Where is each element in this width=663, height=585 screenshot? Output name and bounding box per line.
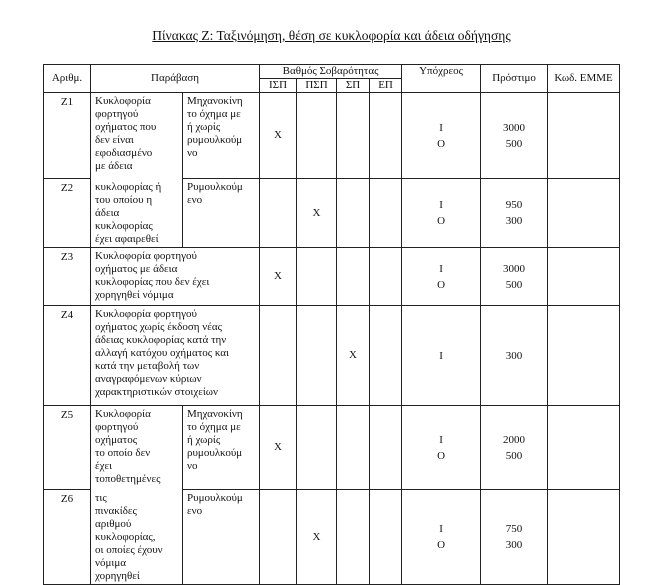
rows.4.sub_lines-line: ή χωρίς: [187, 434, 221, 446]
severity-sp: [337, 490, 370, 585]
rows.2.desc_lines-line: κυκλοφορίας που δεν έχει: [95, 276, 210, 288]
obliged-party: [402, 93, 481, 179]
emme-code: [548, 306, 620, 406]
rows.0.desc_lines-line: φορτηγού: [95, 108, 139, 120]
rows.3.fine-line: 300: [505, 349, 523, 362]
rows.0.sub_lines-line: ρυμουλκούμ: [187, 134, 243, 146]
header-sev-ep: ΕΠ: [370, 79, 402, 93]
severity-isp: [260, 306, 297, 406]
severity-psp: X: [297, 490, 337, 585]
rows.4.desc_lines-line: οχήματος: [95, 434, 138, 446]
rows.5.desc_lines-line: νόμιμα: [95, 556, 126, 569]
rows.1.desc_lines-line: κυκλοφορίας: [95, 219, 153, 232]
rows.4.desc_lines-line: Κυκλοφορία: [95, 408, 151, 420]
rows.4.fine-line: 2000: [503, 433, 526, 446]
rows.1.desc_lines-line: κυκλοφορίας ή: [95, 180, 162, 193]
rows.3.desc_lines-line: αναγραφόμενων κύριων: [95, 373, 202, 385]
rows.2.desc_lines-line: οχήματος με άδεια: [95, 263, 178, 275]
rows.4.desc_lines-line: τοποθετημένες: [95, 473, 161, 485]
row-number: Ζ5: [44, 406, 91, 490]
rows.4.obliged-line: Ι: [439, 433, 443, 446]
table-row: [44, 248, 620, 306]
rows.1.desc_lines-line: άδεια: [95, 206, 120, 219]
rows.5.obliged-line: Ι: [439, 523, 443, 535]
violations-table: [43, 64, 620, 585]
rows.5.desc_lines-line: χορηγηθεί: [95, 569, 140, 582]
violation-description: [91, 406, 183, 490]
rows.1.obliged-line: Ο: [437, 215, 446, 227]
rows.5.desc_lines-line: αριθμού: [95, 517, 132, 530]
table-row: [44, 306, 620, 406]
violation-description: [91, 179, 183, 248]
rows.5.desc_lines-line: οι οποίες έχουν: [95, 543, 163, 556]
header-obliged: Υπόχρεος: [402, 65, 481, 79]
rows.0.desc_lines-line: δεν είναι: [95, 134, 134, 146]
rows.5.sub_lines-line: Ρυμουλκούμ: [187, 492, 243, 504]
severity-psp: [297, 93, 337, 179]
rows.5.obliged-line: Ο: [437, 539, 446, 551]
rows.5.desc_lines-line: κυκλοφορίας,: [95, 530, 156, 543]
severity-ep: [370, 406, 402, 490]
severity-sp: [337, 93, 370, 179]
header-severity: Βαθμός Σοβαρότητας: [260, 65, 402, 79]
rows.5.fine-line: 750: [505, 523, 523, 535]
rows.0.sub_lines-line: ή χωρίς: [187, 121, 221, 133]
obliged-party: [402, 179, 481, 248]
vehicle-type: [183, 490, 260, 585]
rows.4.desc_lines-line: φορτηγού: [95, 421, 139, 433]
rows.4.desc_lines-line: το οποίο δεν: [95, 447, 151, 459]
severity-isp: [260, 179, 297, 248]
rows.5.desc_lines-line: πινακίδες: [95, 504, 137, 517]
table-row: [44, 179, 620, 248]
rows.4.sub_lines-line: Μηχανοκίνη: [187, 408, 243, 420]
severity-psp: [297, 406, 337, 490]
emme-code: [548, 179, 620, 248]
rows.3.desc_lines-line: οχήματος χωρίς έκδοση νέας: [95, 321, 223, 333]
table-row: [44, 490, 620, 585]
violation-description: [91, 93, 183, 179]
violation-description: [91, 306, 260, 406]
severity-isp: X: [260, 406, 297, 490]
header-num: Αριθμ.: [44, 65, 91, 93]
vehicle-type: [183, 93, 260, 179]
vehicle-type: [183, 406, 260, 490]
severity-ep: [370, 179, 402, 248]
severity-sp: [337, 179, 370, 248]
rows.4.sub_lines-line: το όχημα με: [187, 421, 241, 433]
severity-psp: [297, 248, 337, 306]
row-number: Ζ6: [44, 490, 91, 585]
severity-sp: X: [337, 306, 370, 406]
emme-code: [548, 248, 620, 306]
row-number: Ζ3: [44, 248, 91, 306]
header-sev-sp: ΣΠ: [337, 79, 370, 93]
table-row: [44, 406, 620, 490]
severity-isp: X: [260, 248, 297, 306]
rows.1.desc_lines-line: του οποίου η: [95, 193, 153, 206]
vehicle-type: [183, 179, 260, 248]
severity-isp: X: [260, 93, 297, 179]
severity-ep: [370, 306, 402, 406]
severity-ep: [370, 490, 402, 585]
fine-amount: [481, 179, 548, 248]
table-row: [44, 93, 620, 179]
rows.1.obliged-line: Ι: [439, 199, 443, 211]
severity-psp: [297, 306, 337, 406]
emme-code: [548, 490, 620, 585]
rows.3.desc_lines-line: άδειας κυκλοφορίας κατά την: [95, 334, 227, 346]
rows.2.fine-line: 500: [505, 278, 523, 291]
rows.3.desc_lines-line: αλλαγή κατόχου οχήματος και: [95, 347, 230, 359]
rows.3.desc_lines-line: Κυκλοφορία φορτηγού: [95, 308, 197, 320]
fine-amount: [481, 490, 548, 585]
rows.3.desc_lines-line: κατά την μεταβολή των: [95, 360, 200, 372]
rows.4.obliged-line: Ο: [437, 449, 446, 462]
rows.5.desc_lines-line: τις: [95, 491, 107, 504]
rows.1.fine-line: 950: [505, 199, 523, 211]
rows.1.sub_lines-line: Ρυμουλκούμ: [187, 181, 243, 193]
rows.0.sub_lines-line: νο: [187, 147, 198, 159]
rows.0.desc_lines-line: με άδεια: [95, 160, 133, 172]
fine-amount: [481, 93, 548, 179]
rows.3.desc_lines-line: χαρακτηριστικών στοιχείων: [95, 386, 219, 398]
rows.0.desc_lines-line: Κυκλοφορία: [95, 95, 151, 107]
rows.2.obliged-line: Ο: [437, 278, 446, 291]
rows.4.desc_lines-line: έχει: [95, 460, 113, 472]
fine-amount: [481, 306, 548, 406]
rows.0.obliged-line: Ι: [439, 121, 443, 134]
row-number: Ζ1: [44, 93, 91, 179]
header-sev-isp: ΙΣΠ: [260, 79, 297, 93]
severity-sp: [337, 248, 370, 306]
severity-ep: [370, 248, 402, 306]
rows.0.desc_lines-line: οχήματος που: [95, 121, 157, 133]
obliged-party: [402, 490, 481, 585]
rows.4.fine-line: 500: [505, 449, 523, 462]
rows.0.sub_lines-line: το όχημα με: [187, 108, 241, 120]
severity-sp: [337, 406, 370, 490]
header-code: Κωδ. ΕΜΜΕ: [548, 65, 620, 93]
rows.2.desc_lines-line: χορηγηθεί νόμιμα: [95, 289, 174, 301]
severity-isp: [260, 490, 297, 585]
rows.2.fine-line: 3000: [503, 262, 526, 275]
fine-amount: [481, 406, 548, 490]
rows.2.obliged-line: Ι: [439, 262, 443, 275]
row-number: Ζ2: [44, 179, 91, 248]
table-title: Πίνακας Ζ: Ταξινόμηση, θέση σε κυκλοφορία και άδεια οδήγησης: [152, 28, 511, 43]
rows.5.sub_lines-line: ενο: [187, 505, 203, 517]
emme-code: [548, 406, 620, 490]
rows.1.fine-line: 300: [505, 215, 523, 227]
violation-description: [91, 248, 260, 306]
severity-psp: X: [297, 179, 337, 248]
obliged-party: [402, 306, 481, 406]
violation-description: [91, 490, 183, 585]
header-violation: Παράβαση: [91, 65, 260, 93]
rows.0.fine-line: 500: [505, 137, 523, 150]
rows.1.desc_lines-line: έχει αφαιρεθεί: [95, 232, 159, 245]
severity-ep: [370, 93, 402, 179]
rows.1.sub_lines-line: ενο: [187, 194, 203, 206]
rows.4.sub_lines-line: νο: [187, 460, 198, 472]
rows.3.obliged-line: Ι: [439, 349, 443, 362]
table-body: [44, 93, 620, 585]
obliged-party: [402, 248, 481, 306]
rows.4.sub_lines-line: ρυμουλκούμ: [187, 447, 243, 459]
obliged-party: [402, 406, 481, 490]
header-sev-psp: ΠΣΠ: [297, 79, 337, 93]
rows.5.fine-line: 300: [505, 539, 523, 551]
rows.0.desc_lines-line: εφοδιασμένο: [95, 147, 153, 159]
rows.0.sub_lines-line: Μηχανοκίνη: [187, 95, 243, 107]
rows.0.fine-line: 3000: [503, 121, 526, 134]
row-number: Ζ4: [44, 306, 91, 406]
header-obliged-filler: [402, 79, 481, 93]
rows.2.desc_lines-line: Κυκλοφορία φορτηγού: [95, 250, 197, 262]
rows.0.obliged-line: Ο: [437, 137, 446, 150]
emme-code: [548, 93, 620, 179]
header-fine: Πρόστιμο: [481, 65, 548, 93]
fine-amount: [481, 248, 548, 306]
